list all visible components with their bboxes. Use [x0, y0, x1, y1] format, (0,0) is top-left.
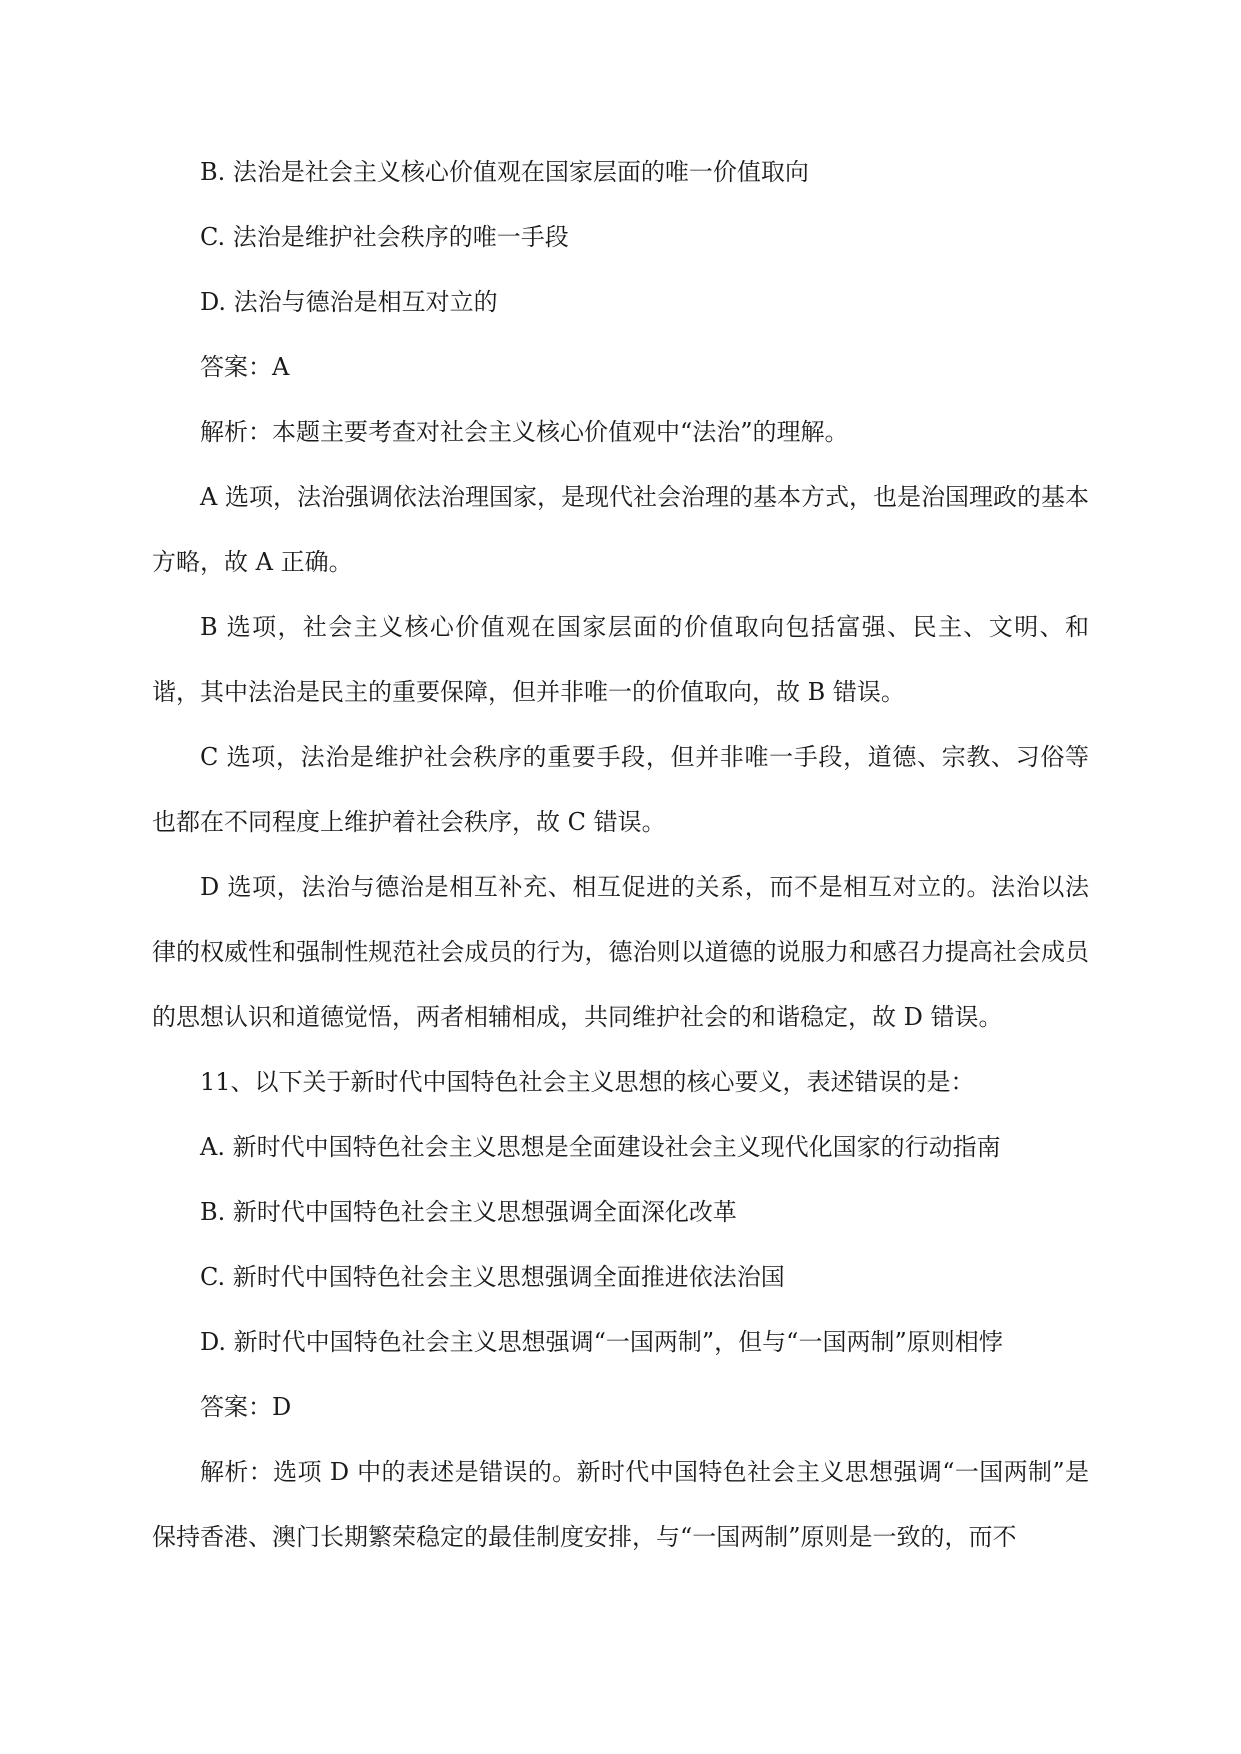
q10-analysis-intro: 解析：本题主要考查对社会主义核心价值观中“法治”的理解。 [200, 418, 849, 446]
q10-answer: 答案：A [200, 353, 290, 381]
q10-option-d: D. 法治与德治是相互对立的 [200, 288, 498, 316]
q10-option-b: B. 法治是社会主义核心价值观在国家层面的唯一价值取向 [200, 158, 809, 186]
q11-question: 11、以下关于新时代中国特色社会主义思想的核心要义，表述错误的是： [200, 1068, 975, 1096]
q10-option-c: C. 法治是维护社会秩序的唯一手段 [200, 223, 569, 251]
q10-analysis-a: A 选项，法治强调依法治理国家，是现代社会治理的基本方式，也是治国理政的基本方略，故 A 正确。 [152, 483, 1089, 576]
q11-analysis: 解析：选项 D 中的表述是错误的。新时代中国特色社会主义思想强调“一国两制”是保持香港、澳门长期繁荣稳定的最佳制度安排，与“一国两制”原则是一致的，而不 [152, 1458, 1089, 1551]
q11-option-c: C. 新时代中国特色社会主义思想强调全面推进依法治国 [200, 1263, 785, 1291]
q11-answer: 答案：D [200, 1393, 292, 1421]
q11-option-a: A. 新时代中国特色社会主义思想是全面建设社会主义现代化国家的行动指南 [200, 1133, 1001, 1161]
q11-option-d: D. 新时代中国特色社会主义思想强调“一国两制”，但与“一国两制”原则相悖 [200, 1328, 1003, 1356]
document-body [152, 140, 1089, 1570]
q10-analysis-c: C 选项，法治是维护社会秩序的重要手段，但并非唯一手段，道德、宗教、习俗等也都在不同程度上维护着社会秩序，故 C 错误。 [152, 743, 1089, 836]
q10-analysis-d: D 选项，法治与德治是相互补充、相互促进的关系，而不是相互对立的。法治以法律的权威性和强制性规范社会成员的行为，德治则以道德的说服力和感召力提高社会成员的思想认识和道德觉悟，两者相辅相成，共同维护社会的和谐稳定，故 D 错误。 [152, 873, 1089, 1031]
q10-analysis-b: B 选项，社会主义核心价值观在国家层面的价值取向包括富强、民主、文明、和谐，其中法治是民主的重要保障，但并非唯一的价值取向，故 B 错误。 [152, 613, 1089, 706]
q11-option-b: B. 新时代中国特色社会主义思想强调全面深化改革 [200, 1198, 737, 1226]
